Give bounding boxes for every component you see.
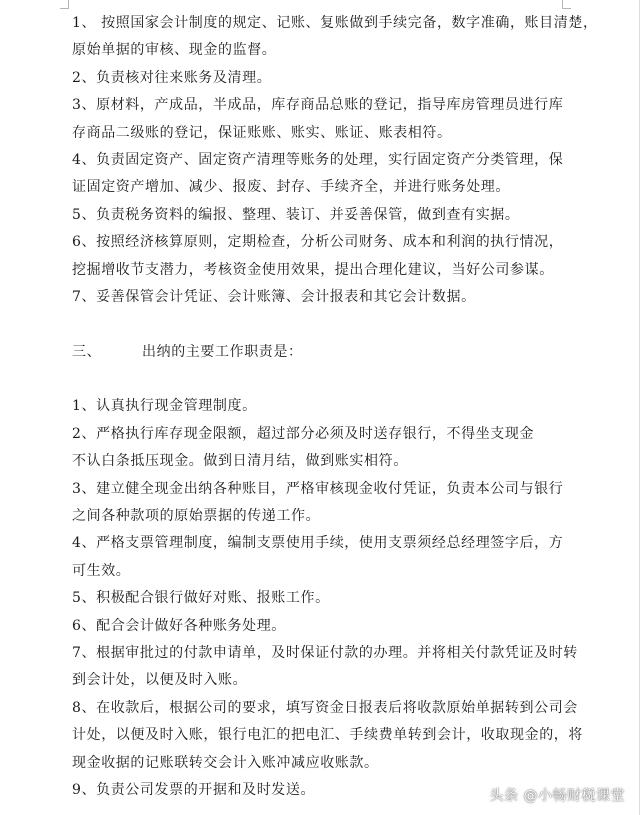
margin-corner-mark-left [60,0,69,9]
paragraph-line: 4、负责固定资产、固定资产清理等账务的处理，实行固定资产分类管理，保 [72,151,564,168]
blank-line [72,366,572,393]
paragraph-line: 之间各种款项的原始票据的传递工作。 [72,508,321,525]
paragraph-line: 计处，以便及时入账，银行电汇的把电汇、手续费单转到会计，收取现金的，将 [72,727,583,744]
section-heading [72,339,572,366]
paragraph-line: 7、妥善保管会计凭证、会计账簿、会计报表和其它会计数据。 [72,288,476,305]
paragraph-line: 4、严格支票管理制度，编制支票使用手续，使用支票须经总经理签字后，方 [72,535,564,552]
paragraph-line: 2、负责核对往来账务及清理。 [72,69,272,86]
paragraph-line: 可生效。 [72,562,131,579]
paragraph-line: 存商品二级账的登记，保证账账、账实、账证、账表相符。 [72,124,452,141]
paragraph-line: 原始单据的审核、现金的监督。 [72,42,277,59]
paragraph-line: 3、建立健全现金出纳各种账目，严格审核现金收付凭证，负责本公司与银行 [72,480,564,497]
paragraph-line: 1、认真执行现金管理制度。 [72,398,257,415]
blank-line [72,311,572,338]
paragraph-line: 不认白条抵压现金。做到日清月结，做到账实相符。 [72,453,408,470]
paragraph-line: 5、负责税务资料的编报、整理、装订、并妥善保管，做到查有实据。 [72,206,520,223]
section-number: 三、 [72,343,102,360]
document-body [72,10,598,804]
watermark: 头条 @小畅财税课堂 [489,788,625,804]
paragraph-line: 现金收据的记账联转交会计入账冲减应收账款。 [72,754,379,771]
paragraph-line: 8、在收款后，根据公司的要求，填写资金日报表后将收款原始单据转到公司会 [72,699,578,716]
paragraph-line: 6、按照经济核算原则，定期检查，分析公司财务、成本和利润的执行情况， [72,234,564,251]
paragraph-line: 到会计处，以便及时入账。 [72,672,248,689]
section-title: 出纳的主要工作职责是： [142,343,303,360]
paragraph-line: 2、严格执行库存现金限额，超过部分必须及时送存银行，不得坐支现金 [72,425,535,442]
paragraph-line: 挖掘增收节支潜力，考核资金使用效果，提出合理化建议，当好公司参谋。 [72,261,554,278]
paragraph-line: 5、积极配合银行做好对账、报账工作。 [72,590,330,607]
paragraph-line: 7、根据审批过的付款申请单，及时保证付款的办理。并将相关付款凭证及时转 [72,644,578,661]
margin-corner-mark-right [562,0,571,9]
paragraph-line: 3、原材料，产成品，半成品，库存商品总账的登记，指导库房管理员进行库 [72,97,564,114]
paragraph-line: 9、负责公司发票的开据和及时发送。 [72,781,316,798]
paragraph-line: 证固定资产增加、减少、报废、封存、手续齐全，并进行账务处理。 [72,179,510,196]
paragraph-line: 1、 按照国家会计制度的规定、记账、复账做到手续完备，数字准确，账目清楚， [72,15,598,31]
paragraph-line: 6、配合会计做好各种账务处理。 [72,617,286,634]
